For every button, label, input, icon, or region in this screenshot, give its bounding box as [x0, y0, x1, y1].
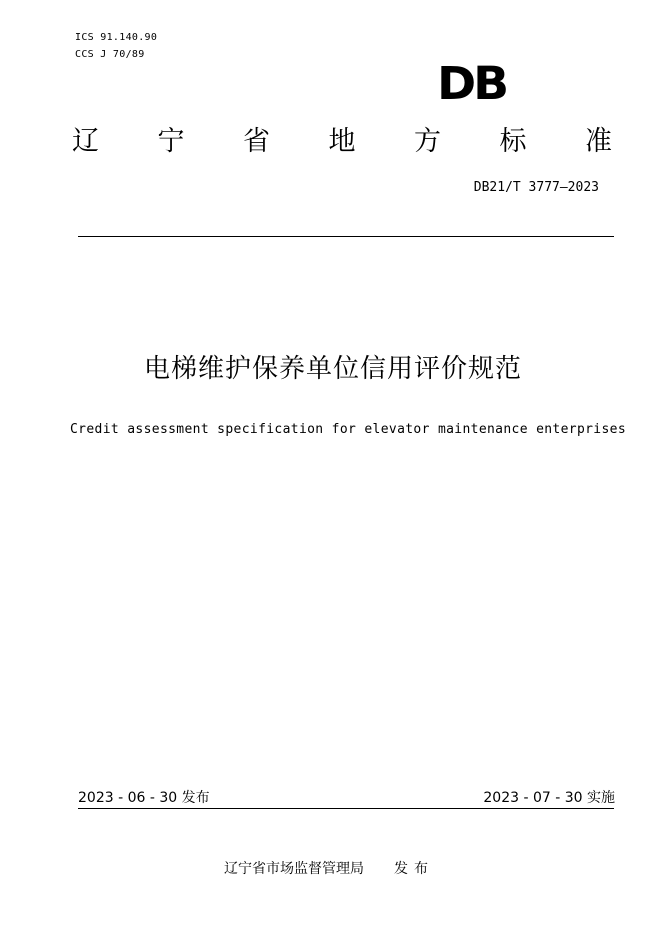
standard-type-char: 宁	[157, 126, 185, 157]
db-logo: DB	[437, 57, 506, 110]
standard-type-char: 标	[499, 126, 527, 157]
ics-code: ICS 91.140.90	[75, 32, 158, 43]
bottom-divider	[78, 808, 614, 809]
standard-type-char: 地	[328, 126, 356, 157]
standard-type-char: 辽	[72, 126, 99, 157]
issue-date: 2023 - 06 - 30 发布	[78, 790, 210, 806]
standard-type-char: 省	[243, 126, 270, 157]
standard-type-char: 准	[585, 126, 612, 157]
title-chinese: 电梯维护保养单位信用评价规范	[143, 354, 522, 384]
issuer-action: 发布	[394, 861, 434, 877]
standard-number: DB21/T 3777—2023	[473, 180, 599, 195]
top-divider	[78, 236, 614, 237]
ccs-code: CCS J 70/89	[75, 49, 145, 60]
standard-type-heading	[72, 124, 612, 160]
issuer-name: 辽宁省市场监督管理局	[224, 861, 364, 877]
standard-type-char: 方	[414, 126, 441, 157]
issuer-line	[224, 860, 434, 878]
implementation-date: 2023 - 07 - 30 实施	[483, 790, 615, 806]
title-english: Credit assessment specification for elevator maintenance enterprises	[70, 422, 627, 437]
